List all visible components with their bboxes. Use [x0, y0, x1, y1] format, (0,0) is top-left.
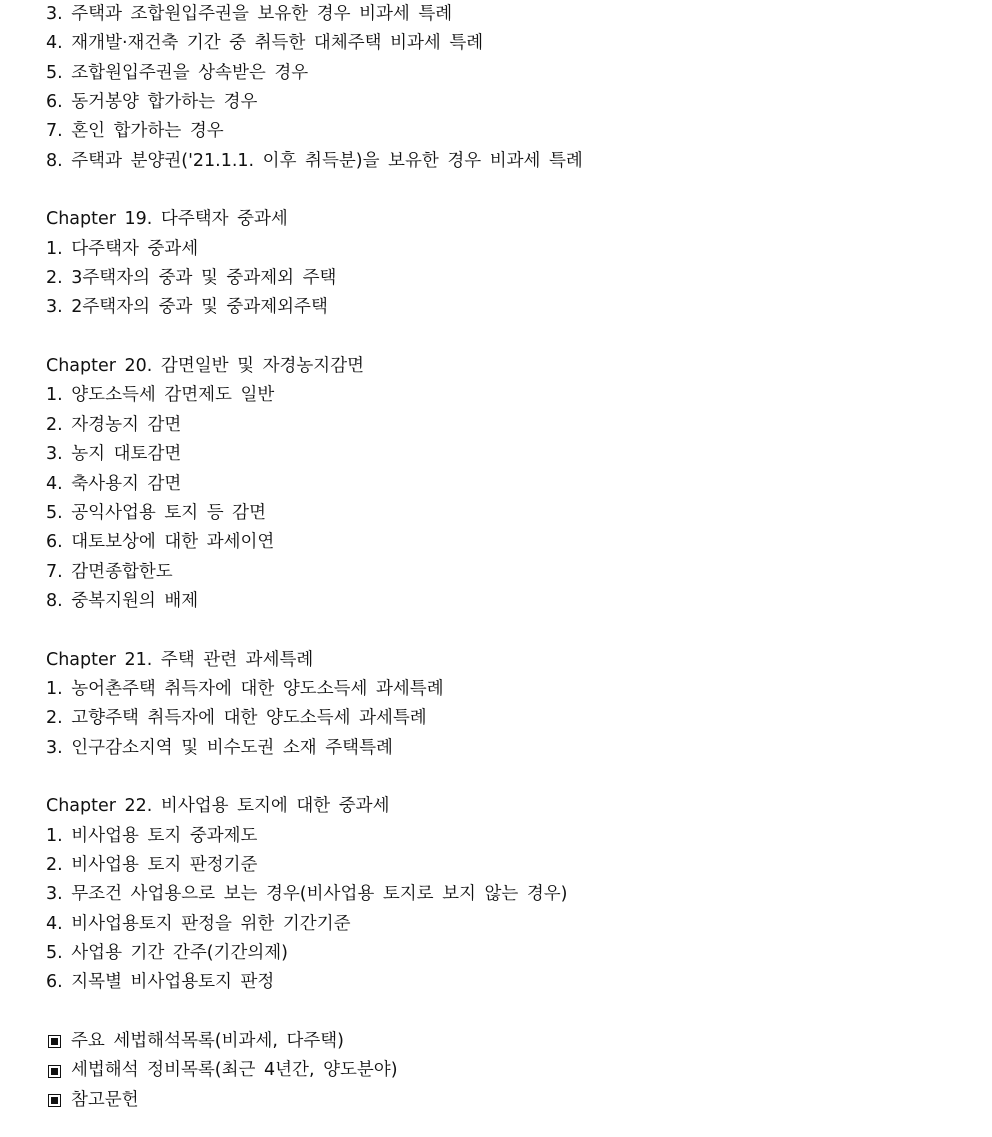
- list-item: 1. 다주택자 중과세: [46, 238, 199, 259]
- list-item: 6. 동거봉양 합가하는 경우: [46, 92, 258, 113]
- list-item: 6. 대토보상에 대한 과세이연: [46, 532, 275, 553]
- section-spacer: [46, 998, 966, 1027]
- list-item: 3. 농지 대토감면: [46, 444, 182, 465]
- list-item: 6. 지목별 비사업용토지 판정: [46, 972, 275, 993]
- chapter-title: Chapter 21. 주택 관련 과세특례: [46, 649, 314, 670]
- list-item: 1. 농어촌주택 취득자에 대한 양도소득세 과세특례: [46, 678, 444, 699]
- list-item: 8. 중복지원의 배제: [46, 590, 199, 611]
- list-item: 7. 감면종합한도: [46, 561, 173, 582]
- filled-square-icon: [48, 1035, 61, 1048]
- appendix-item: [46, 1056, 966, 1085]
- list-item: 5. 사업용 기간 간주(기간의제): [46, 943, 288, 963]
- appendix-list: [46, 1027, 966, 1115]
- list-item: 1. 양도소득세 감면제도 일반: [46, 385, 275, 406]
- chapter-19: [46, 205, 966, 322]
- list-item: 4. 비사업용토지 판정을 위한 기간기준: [46, 913, 351, 934]
- list-item: 8. 주택과 분양권('21.1.1. 이후 취득분)을 보유한 경우 비과세 특례: [46, 150, 583, 171]
- section-spacer: [46, 176, 966, 205]
- chapter-title: Chapter 20. 감면일반 및 자경농지감면: [46, 356, 365, 377]
- appendix-item: [46, 1027, 966, 1056]
- list-item: 2. 3주택자의 중과 및 중과제외 주택: [46, 268, 337, 289]
- chapter-22: [46, 792, 966, 997]
- list-item: 2. 자경농지 감면: [46, 414, 182, 435]
- list-item: 3. 2주택자의 중과 및 중과제외주택: [46, 297, 328, 318]
- section-spacer: [46, 323, 966, 352]
- document-page: [46, 0, 966, 1115]
- list-item: 5. 조합원입주권을 상속받은 경우: [46, 62, 309, 83]
- section-spacer: [46, 616, 966, 645]
- list-item: 3. 인구감소지역 및 비수도권 소재 주택특례: [46, 737, 393, 758]
- list-item: 4. 재개발·재건축 기간 중 취득한 대체주택 비과세 특례: [46, 33, 484, 54]
- list-item: 2. 비사업용 토지 판정기준: [46, 854, 258, 875]
- filled-square-icon: [48, 1065, 61, 1078]
- appendix-label: 주요 세법해석목록(비과세, 다주택): [71, 1031, 345, 1052]
- list-item: 1. 비사업용 토지 중과제도: [46, 825, 258, 846]
- chapter-21: [46, 646, 966, 763]
- list-item: 7. 혼인 합가하는 경우: [46, 121, 224, 142]
- chapter-20: [46, 352, 966, 616]
- list-item: 4. 축사용지 감면: [46, 473, 182, 494]
- chapter-title: Chapter 22. 비사업용 토지에 대한 중과세: [46, 796, 390, 817]
- list-item: 3. 주택과 조합원입주권을 보유한 경우 비과세 특례: [46, 4, 453, 24]
- list-item: 2. 고향주택 취득자에 대한 양도소득세 과세특례: [46, 708, 427, 729]
- filled-square-icon: [48, 1094, 61, 1107]
- section-spacer: [46, 763, 966, 792]
- appendix-label: 세법해석 정비목록(최근 4년간, 양도분야): [71, 1060, 398, 1081]
- appendix-item: [46, 1086, 966, 1115]
- list-item: 5. 공익사업용 토지 등 감면: [46, 502, 266, 523]
- appendix-label: 참고문헌: [71, 1089, 139, 1110]
- previous-chapter-continuation: [46, 0, 966, 176]
- chapter-title: Chapter 19. 다주택자 중과세: [46, 209, 288, 230]
- list-item: 3. 무조건 사업용으로 보는 경우(비사업용 토지로 보지 않는 경우): [46, 884, 568, 905]
